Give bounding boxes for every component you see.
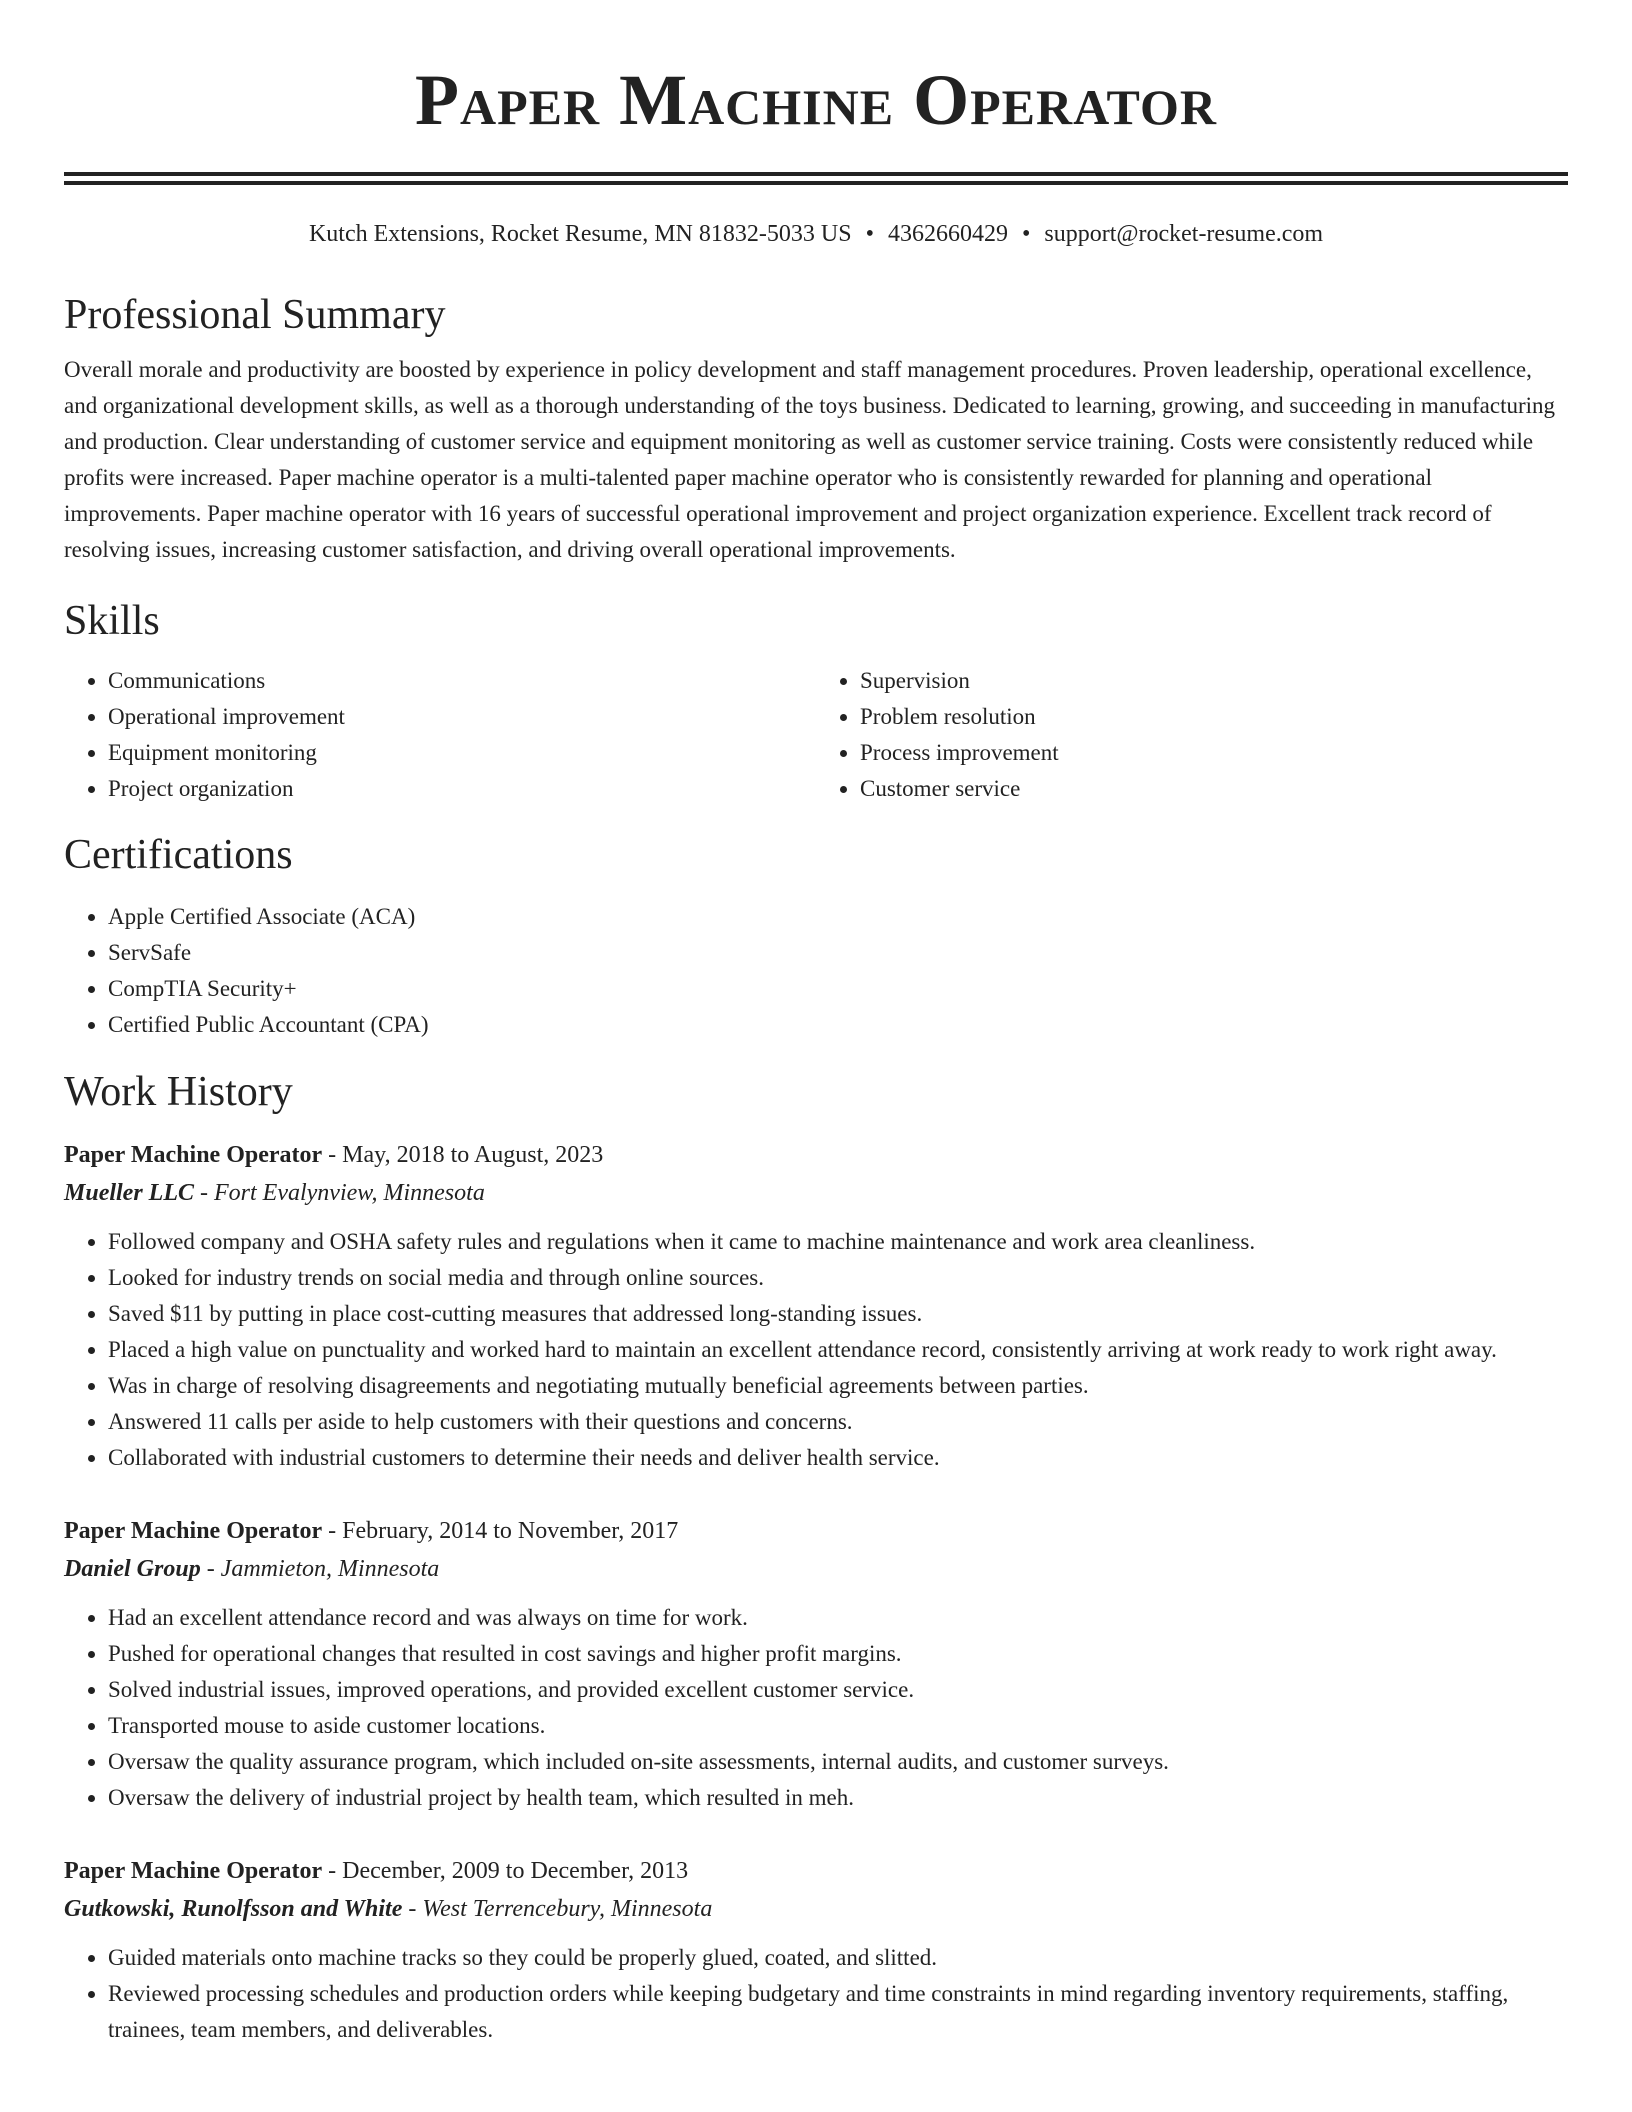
job-bullet: • Oversaw the delivery of industrial project by health team, which resulted in meh. [108,1780,1568,1816]
job-bullet: • Was in charge of resolving disagreements and negotiating mutually beneficial agreements between parties. [108,1368,1568,1404]
job-bullet: • Looked for industry trends on social media and through online sources. [108,1260,1568,1296]
skill-item: • Process improvement [860,735,1568,771]
work-history-heading: Work History [64,1069,293,1115]
page-title: Paper Machine Operator [415,60,1217,140]
skill-item: • Customer service [860,771,1568,807]
job-company-line [64,1550,1568,1588]
skills-columns [64,663,1568,807]
job-title-line [64,1136,1568,1174]
job-bullet: • Pushed for operational changes that resulted in cost savings and higher profit margins. [108,1636,1568,1672]
job-entry [64,1136,1568,1476]
job-dates: - December, 2009 to December, 2013 [322,1858,689,1884]
job-bullet: • Solved industrial issues, improved operations, and provided excellent customer service. [108,1672,1568,1708]
skills-heading: Skills [64,598,160,644]
job-company: Daniel Group [64,1556,201,1582]
job-entry [64,1852,1568,2048]
job-location: - West Terrencebury, Minnesota [402,1896,713,1922]
job-title: Paper Machine Operator [64,1858,323,1884]
certifications-list [64,899,1568,1043]
job-bullet: • Answered 11 calls per aside to help customers with their questions and concerns. [108,1404,1568,1440]
contact-address: Kutch Extensions, Rocket Resume, MN 81832-5033 US [308,221,852,247]
contact-email[interactable]: support@rocket-resume.com [1044,221,1324,247]
job-location: - Jammieton, Minnesota [200,1556,440,1582]
skill-item: • Problem resolution [860,699,1568,735]
skill-item: • Project organization [108,771,816,807]
job-bullet: • Transported mouse to aside customer locations. [108,1708,1568,1744]
job-bullets [64,1224,1568,1476]
job-dates: - February, 2014 to November, 2017 [322,1518,679,1544]
job-entry [64,1512,1568,1816]
certification-item: • ServSafe [108,935,1568,971]
resume-page [64,0,1568,2048]
job-title-line [64,1512,1568,1550]
job-bullet: • Collaborated with industrial customers to determine their needs and deliver health service. [108,1440,1568,1476]
job-company: Mueller LLC [64,1180,194,1206]
skills-list-left [64,663,816,807]
job-bullet: • Placed a high value on punctuality and worked hard to maintain an excellent attendance record, consistently arriving at work ready to work right away. [108,1332,1568,1368]
job-location: - Fort Evalynview, Minnesota [194,1180,485,1206]
certification-item: • CompTIA Security+ [108,971,1568,1007]
job-title-line [64,1852,1568,1890]
skill-item: • Operational improvement [108,699,816,735]
skill-item: • Equipment monitoring [108,735,816,771]
job-bullets [64,1600,1568,1816]
job-company-line [64,1174,1568,1212]
job-bullets [64,1940,1568,2048]
job-bullet: • Had an excellent attendance record and was always on time for work. [108,1600,1568,1636]
contact-line [64,219,1568,249]
summary-text: Overall morale and productivity are boosted by experience in policy development and staff management procedures. Proven leadership, operational excellence, and organizational development skills, as well as a thorough understanding of the toys business. Dedicated to learning, growing, and succeeding in manufacturing and production. Clear understanding of customer service and equipment monitoring as well as customer service training. Costs were consistently reduced while profits were increased. Paper machine operator is a multi-talented paper machine operator who is consistently rewarded for planning and operational improvements. Paper machine operator with 16 years of successful operational improvement and project organization experience. Excellent track record of resolving issues, increasing customer satisfaction, and driving overall operational improvements. [64,357,1556,562]
job-dates: - May, 2018 to August, 2023 [322,1142,604,1168]
skill-item: • Communications [108,663,816,699]
job-bullet: • Followed company and OSHA safety rules and regulations when it came to machine maintenance and work area cleanliness. [108,1224,1568,1260]
job-bullet: • Guided materials onto machine tracks so they could be properly glued, coated, and slitted. [108,1940,1568,1976]
header-divider-top [64,172,1568,176]
header-divider-bottom [64,181,1568,185]
job-title: Paper Machine Operator [64,1142,323,1168]
contact-separator: • [1021,221,1031,247]
contact-separator: • [865,221,874,247]
skills-list-right [816,663,1568,807]
job-bullet: • Saved $11 by putting in place cost-cutting measures that addressed long-standing issues. [108,1296,1568,1332]
certification-item: • Apple Certified Associate (ACA) [108,899,1568,935]
certification-item: • Certified Public Accountant (CPA) [108,1007,1568,1043]
certifications-heading: Certifications [64,832,293,878]
skill-item: • Supervision [860,663,1568,699]
job-bullet: • Oversaw the quality assurance program, which included on-site assessments, internal audits, and customer surveys. [108,1744,1568,1780]
job-company-line [64,1890,1568,1928]
summary-heading: Professional Summary [64,292,446,338]
job-title: Paper Machine Operator [64,1518,323,1544]
contact-phone[interactable]: 4362660429 [887,221,1008,247]
job-bullet: • Reviewed processing schedules and production orders while keeping budgetary and time constraints in mind regarding inventory requirements, staffing, trainees, team members, and deliverables. [108,1976,1568,2048]
job-company: Gutkowski, Runolfsson and White [64,1896,403,1922]
